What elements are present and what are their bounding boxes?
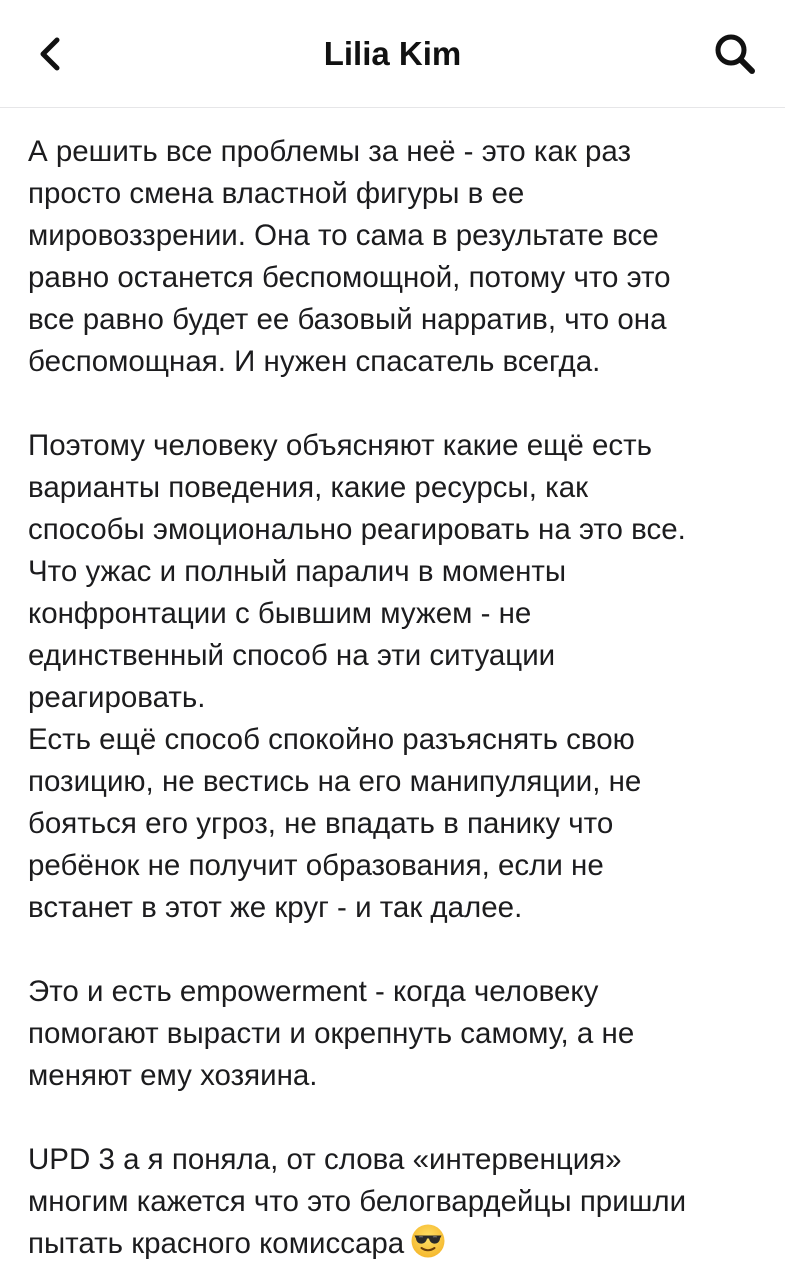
text-line: беспомощная. И нужен спасатель всегда. [28,345,601,378]
text-line: А решить все проблемы за неё - это как раз [28,135,631,168]
text-line: все равно будет ее базовый нарратив, что она [28,303,667,336]
paragraph [28,425,768,929]
paragraph-spacer [28,383,768,425]
paragraph [28,131,768,383]
text-line: меняют ему хозяина. [28,1059,318,1092]
text-line: бояться его угроз, не впадать в панику что [28,807,614,840]
text-line: мировоззрении. Она то сама в результате все [28,219,659,252]
page-title: Lilia Kim [323,35,462,72]
top-navigation-bar [0,0,785,108]
text-line: единственный способ на эти ситуации [28,639,556,672]
text-line: многим кажется что это белогвардейцы пришли [28,1185,687,1218]
text-line: UPD 3 а я поняла, от слова «интервенция» [28,1143,622,1176]
text-line-with-emoji [28,1223,768,1265]
paragraph-spacer [28,929,768,971]
text-line: помогают вырасти и окрепнуть самому, а не [28,1017,635,1050]
paragraph [28,971,768,1097]
text-line: просто смена властной фигуры в ее [28,177,525,210]
smiling-face-with-sunglasses-icon [410,1223,446,1271]
text-line: Поэтому человеку объясняют какие ещё есть [28,429,653,462]
text-line: встанет в этот же круг - и так далее. [28,891,523,924]
text-line: Это и есть empowerment - когда человеку [28,975,599,1008]
text-line: Есть ещё способ спокойно разъяснять свою [28,723,635,756]
paragraph-spacer [28,1097,768,1139]
text-line: пытать красного комиссара [28,1227,405,1260]
text-line: Что ужас и полный паралич в моменты [28,555,567,588]
text-line: способы эмоционально реагировать на это все. [28,513,686,546]
text-line: конфронтации с бывшим мужем - не [28,597,532,630]
search-icon [712,31,758,77]
post-body [28,131,768,1265]
text-line: равно останется беспомощной, потому что это [28,261,671,294]
text-line: ребёнок не получит образования, если не [28,849,604,882]
search-button[interactable] [707,26,763,82]
paragraph [28,1139,768,1265]
text-line: позицию, не вестись на его манипуляции, не [28,765,642,798]
text-line: варианты поведения, какие ресурсы, как [28,471,589,504]
text-line: реагировать. [28,681,206,714]
